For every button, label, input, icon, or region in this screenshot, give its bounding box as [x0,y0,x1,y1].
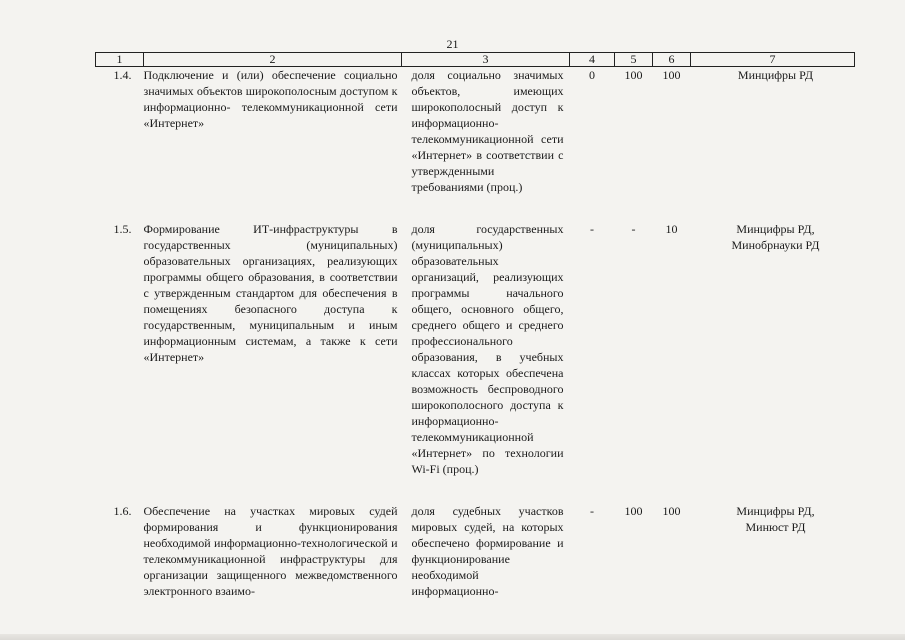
measure-name: Формирование ИТ-инфраструктуры в государственных (муниципальных) образовательных организациях, реализующих программы общего образования, в соответствии с утвержденным стандартом для обеспечения в помещениях безопасного доступа к государственным, муниципальным и иным информационным системам, а также к сети «Интернет» [143,222,398,364]
row-number: 1.5. [113,222,132,236]
responsible-line: Минобрнауки РД [731,238,820,252]
responsible-executor [691,503,855,625]
row-number: 1.4. [113,68,132,82]
column-header-6: 6 [653,53,691,67]
row-number: 1.6. [113,504,132,518]
column-header-4: 4 [570,53,615,67]
indicator-text: доля социально значимых объектов, имеющих широкополосный доступ к информационно- телекоммуникационной сети «Интернет» в соответствии с утвержденными требованиями (проц.) [411,68,564,194]
column-header-5: 5 [615,53,653,67]
table-row [96,67,855,222]
value-col-4: - [590,222,594,236]
column-header-7: 7 [691,53,855,67]
value-col-6: 100 [662,68,681,82]
measure-name: Подключение и (или) обеспечение социально значимых объектов широкополосным доступом к информационно- телекоммуникационной сети «Интернет» [143,68,398,130]
measure-name: Обеспечение на участках мировых судей формирования и функционирования необходимой информационно-технологической и телекоммуникационной инфраструктуры для организации защищенного межведомственного электронного взаимо- [143,504,398,598]
value-col-5: - [631,222,636,236]
value-col-4: - [590,504,594,518]
responsible-executor [691,221,855,503]
scan-edge [0,634,905,640]
column-header-1: 1 [96,53,144,67]
table-row [96,503,855,625]
value-col-4: 0 [589,68,595,82]
indicator-text: доля государственных (муниципальных) образовательных организаций, реализующих программы начального общего, основного общего, среднего общего и среднего профессионального образования, в учебных классах которых обеспечена возможность беспроводного широкополосного доступа к информационно-телекоммуникационной «Интернет» по технологии Wi-Fi (проц.) [411,222,564,476]
responsible-line: Минцифры РД [737,68,814,82]
responsible-line: Минцифры РД, [736,504,815,518]
responsible-line: Минюст РД [745,520,806,534]
responsible-executor [691,67,855,222]
column-header-2: 2 [144,53,402,67]
table-row [96,221,855,503]
indicator-text: доля судебных участков мировых судей, на которых обеспечено формирование и функционирование необходимой информационно- [411,504,564,598]
page-number: 21 [446,37,459,51]
column-header-3: 3 [402,53,570,67]
value-col-6: 100 [662,504,681,518]
responsible-line: Минцифры РД, [736,222,815,236]
value-col-6: 10 [665,222,678,236]
column-number-row [96,53,855,67]
value-col-5: 100 [624,68,643,82]
program-table [95,52,855,625]
value-col-5: 100 [624,504,643,518]
